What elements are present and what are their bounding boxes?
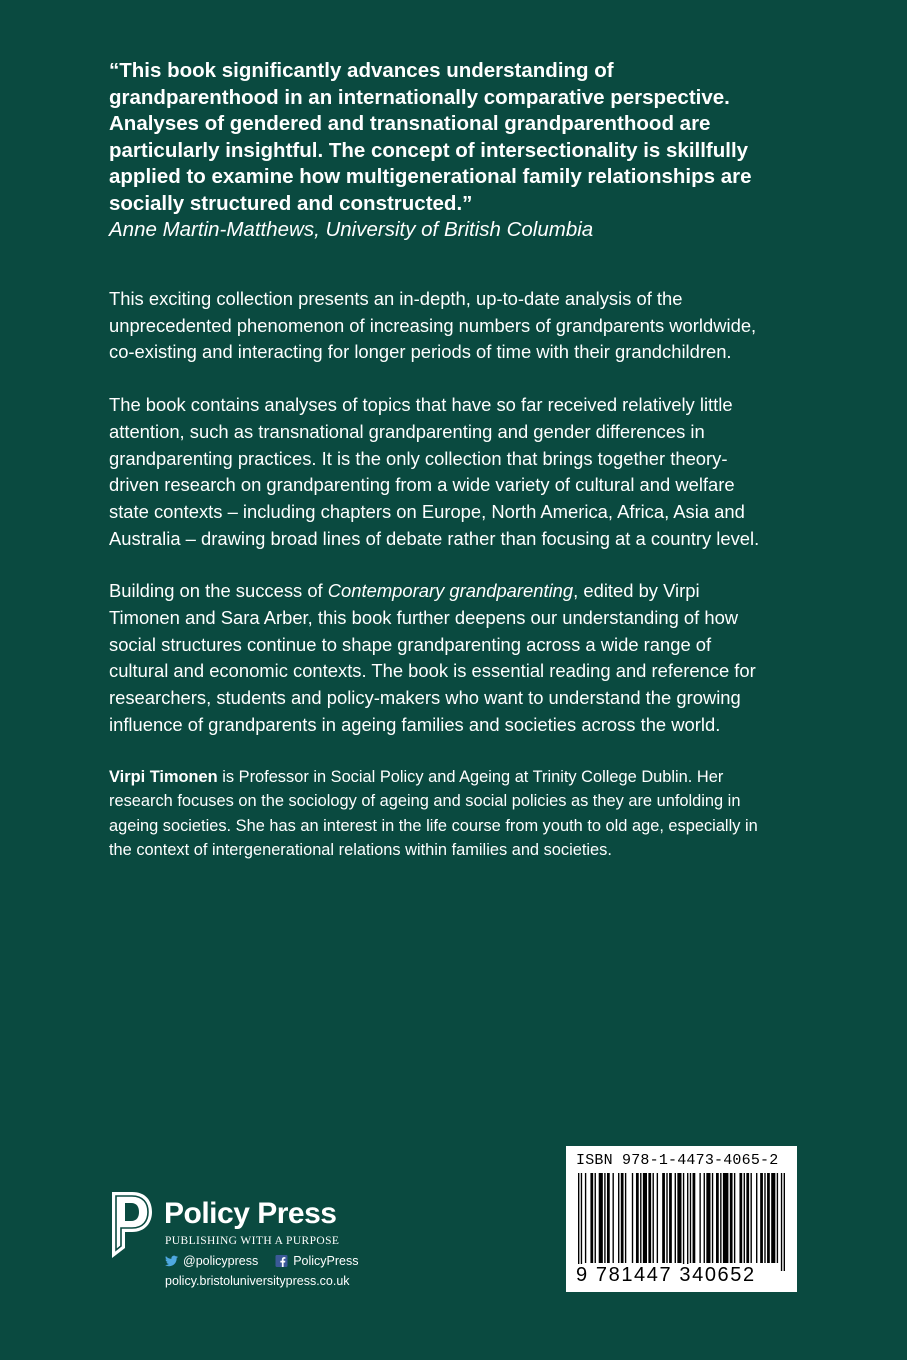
description-paragraph-1: This exciting collection presents an in-depth, up-to-date analysis of the unprecedented phenomenon of increasing numbers of grandparents worldwide, co-existing and interacting for longer periods of time with their grandchildren. (109, 288, 757, 363)
barcode-bar (625, 1173, 626, 1263)
endorsement-quote: “This book significantly advances understanding of grandparenthood in an internationally comparative perspective. Analyses of gendered and transnational grandparenthood are particularly insightful. The concept of intersectionality is skillfully applied to examine how multigenerational family relationships are socially structured and constructed.” (109, 59, 752, 215)
twitter-icon (165, 1255, 178, 1267)
paragraph-3-rest: , edited by Virpi Timonen and Sara Arber, this book further deepens our understanding of how social structures continue to shape grandparenting across a wide range of cultural and economic contexts. The book is essential reading and reference for researchers, students and policy-makers who want to understand the growing influence of grandparents in ageing families and societies across the world. (109, 580, 756, 735)
barcode-bar (636, 1173, 639, 1263)
barcode-bar (581, 1173, 582, 1271)
barcode-digits: 9 781447 340652 (576, 1264, 756, 1286)
endorsement-attribution: Anne Martin-Matthews, University of British Columbia (109, 218, 594, 241)
barcode-bar (746, 1173, 749, 1263)
barcode-bar (712, 1173, 713, 1263)
barcode-bar (677, 1173, 681, 1263)
barcode-bar (706, 1173, 710, 1263)
barcode-bar (590, 1173, 593, 1263)
barcode-bar (751, 1173, 752, 1263)
barcode-bar (621, 1173, 624, 1263)
isbn-barcode (566, 1146, 797, 1292)
barcode-bar (687, 1173, 688, 1271)
twitter-handle[interactable]: @policypress (183, 1254, 259, 1268)
barcode-bar (662, 1173, 665, 1263)
isbn-label: ISBN 978-1-4473-4065-2 (576, 1152, 779, 1169)
barcode-bar (690, 1173, 691, 1263)
paragraph-3-lead: Building on the success of (109, 580, 328, 602)
policy-press-logo-icon (108, 1190, 154, 1260)
publisher-social (165, 1254, 359, 1268)
barcode-bar (767, 1173, 770, 1263)
barcode-bar (595, 1173, 596, 1263)
barcode-bar (666, 1173, 667, 1263)
barcode-bar (781, 1173, 782, 1271)
barcode-bar (669, 1173, 672, 1263)
barcode-bar (699, 1173, 700, 1263)
barcode-bar (704, 1173, 705, 1263)
barcode-bar (653, 1173, 654, 1263)
barcode-bar (764, 1173, 765, 1263)
barcode-bar (716, 1173, 719, 1263)
barcode-bar (723, 1173, 729, 1263)
publisher-tagline: PUBLISHING WITH A PURPOSE (165, 1235, 340, 1247)
description-paragraph-2: The book contains analyses of topics that have so far received relatively little attention, such as transnational grandparenting and gender differences in grandparenting practices. It is the only collection that brings together theory-driven research on grandparenting from a wide variety of cultural and welfare state contexts – including chapters on Europe, North America, Africa, Asia and Australia – drawing broad lines of debate rather than focusing at a country level. (109, 394, 760, 549)
barcode-bar (599, 1173, 603, 1263)
barcode-bar (744, 1173, 745, 1263)
barcode-bar (657, 1173, 658, 1263)
barcode-bar (734, 1173, 735, 1263)
barcode-bar (730, 1173, 733, 1263)
barcode-bar (613, 1173, 614, 1263)
facebook-icon (275, 1255, 288, 1267)
barcode-bar (640, 1173, 641, 1263)
author-bio-text: is Professor in Social Policy and Ageing at Trinity College Dublin. Her research focuses on the sociology of ageing and social policies as they are unfolding in ageing societies. She has an interest in the life course from youth to old age, especially in the context of intergenerational relations within families and societies. (109, 767, 758, 860)
author-name: Virpi Timonen (109, 767, 218, 786)
barcode-bar (720, 1173, 721, 1263)
barcode-bar (760, 1173, 763, 1263)
barcode-bar (607, 1173, 610, 1263)
author-bio (109, 765, 774, 863)
referenced-book-title: Contemporary grandparenting (327, 580, 574, 602)
barcode-bar (578, 1173, 579, 1271)
barcode-bar (683, 1173, 684, 1271)
description-paragraph-3 (109, 578, 774, 738)
facebook-handle[interactable]: PolicyPress (293, 1254, 359, 1268)
publisher-name: Policy Press (164, 1197, 337, 1230)
barcode-bar (739, 1173, 742, 1263)
barcode-bar (777, 1173, 778, 1263)
barcode-bar (756, 1173, 757, 1263)
publisher-url[interactable]: policy.bristoluniversitypress.co.uk (165, 1274, 350, 1288)
barcode-bar (693, 1173, 696, 1263)
barcode-bars (578, 1173, 785, 1271)
barcode-bar (771, 1173, 775, 1263)
barcode-bar (618, 1173, 619, 1263)
endorsement-block (109, 58, 769, 244)
barcode-bar (675, 1173, 676, 1263)
barcode-bar (604, 1173, 605, 1263)
barcode-bar (648, 1173, 651, 1263)
barcode-bar (784, 1173, 785, 1271)
description-block (109, 286, 774, 863)
publisher-block (108, 1190, 408, 1300)
barcode-bar (643, 1173, 647, 1263)
barcode-bar (632, 1173, 633, 1263)
barcode-bar (585, 1173, 586, 1263)
